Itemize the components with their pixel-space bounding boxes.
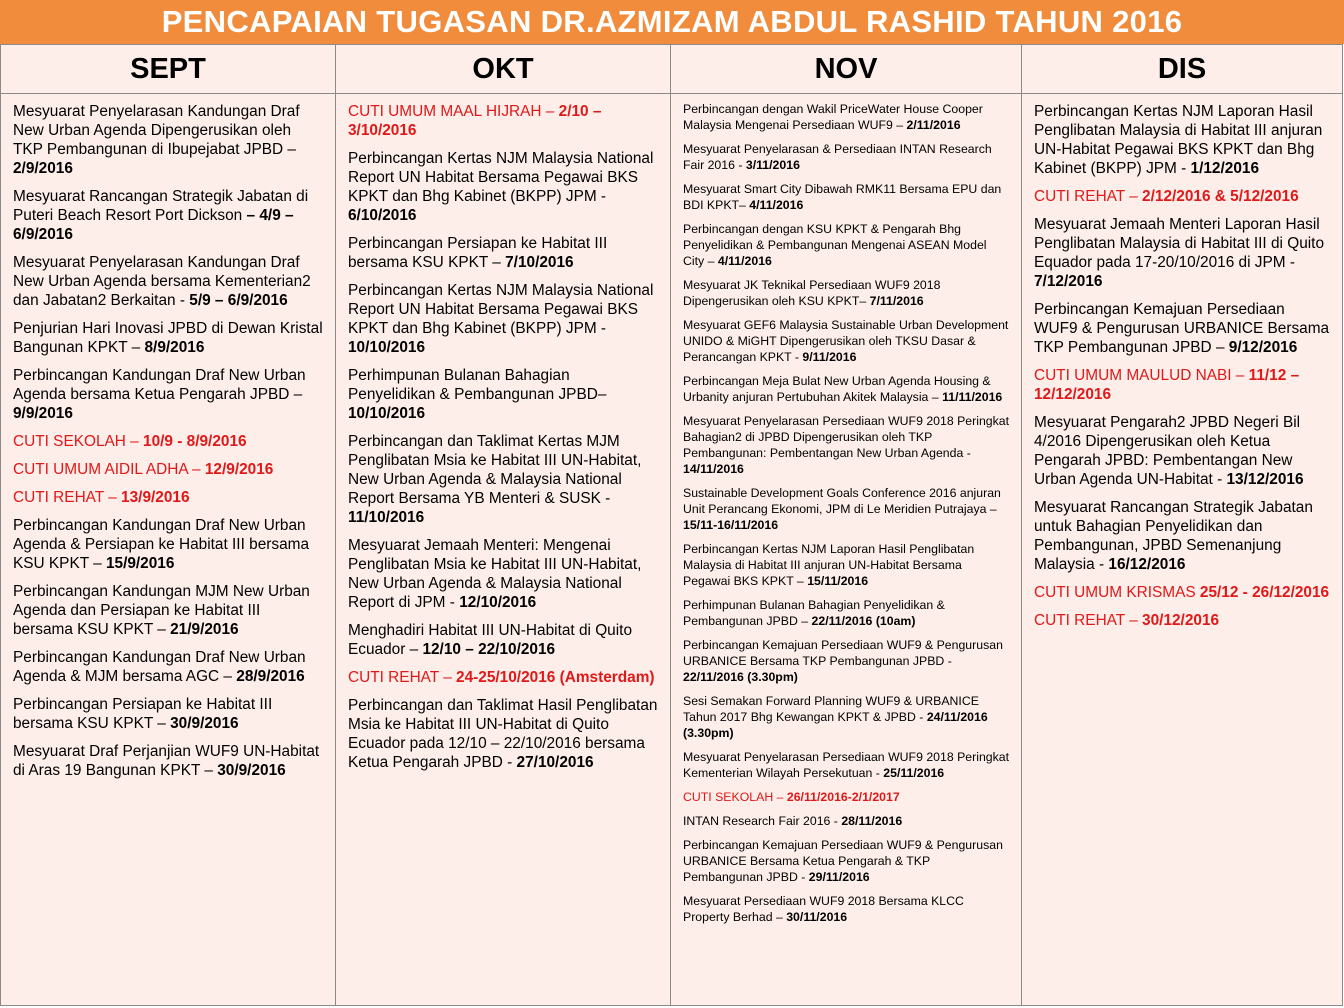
entry-date: 21/9/2016 [170,621,239,638]
entry-text: Perbincangan Kertas NJM Malaysia National Report UN Habitat Bersama Pegawai BKS KPKT dan Bhg Kabinet (BKPP) JPM - [348,150,654,205]
activity-entry [13,319,323,357]
entry-date: 26/11/2016-2/1/2017 [786,790,900,804]
activity-entry [1034,102,1330,178]
entry-text: Perbincangan Persiapan ke Habitat III bersama KSU KPKT – [348,235,608,271]
entry-date: 12/10/2016 [459,594,537,611]
entry-date: 9/9/2016 [13,405,73,422]
entry-text: Mesyuarat Jemaah Menteri Laporan Hasil Penglibatan Malaysia di Habitat III di Quito Equador pada 17-20/10/2016 di JPM - [1034,216,1325,271]
entry-date: 1/12/2016 [1190,160,1260,177]
entry-date: 2/11/2016 [906,118,961,132]
entry-text: Mesyuarat Penyelarasan Kandungan Draf New Urban Agenda bersama Kementerian2 dan Jabatan2 Berkaitan - [13,254,311,309]
entry-text: Perhimpunan Bulanan Bahagian Penyelidikan & Pembangunan JPBD – [683,598,945,628]
entry-text: Mesyuarat Smart City Dibawah RMK11 Bersama EPU dan BDI KPKT– [683,182,1002,212]
entry-date: 5/9 – 6/9/2016 [189,292,288,309]
header-row [1,45,1343,94]
entry-date: 15/11/2016 [807,574,869,588]
entry-date: 28/9/2016 [236,668,305,685]
activity-entry [1034,300,1330,357]
entry-text: Perbincangan Meja Bulat New Urban Agenda Housing & Urbanity anjuran Pertubuhan Akitek Malaysia – [683,374,991,404]
entry-date: 25/11/2016 [883,766,945,780]
activity-entry [683,141,1011,173]
entry-text: Penjurian Hari Inovasi JPBD di Dewan Kristal Bangunan KPKT – [13,320,323,356]
entry-text: Perbincangan Persiapan ke Habitat III bersama KSU KPKT – [13,696,273,732]
activity-entry [683,373,1011,405]
entry-date: 11/12 – 12/12/2016 [1034,367,1300,403]
entry-date: 12/9/2016 [204,461,274,478]
holiday-entry [13,432,323,451]
activity-entry [683,813,1011,829]
column-header-nov: NOV [671,45,1022,94]
entry-text: CUTI REHAT – [1034,612,1143,629]
activity-entry [683,693,1011,741]
holiday-entry [13,488,323,507]
entry-text: Mesyuarat Penyelarasan & Persediaan INTAN Research Fair 2016 - [683,142,992,172]
entry-date: 7/12/2016 [1034,273,1103,290]
entry-text: CUTI REHAT – [348,669,457,686]
activity-entry [348,621,658,659]
holiday-entry [1034,366,1330,404]
entry-text: Mesyuarat Penyelarasan Persediaan WUF9 2018 Peringkat Bahagian2 di JPBD Dipengerusikan oleh TKP Pembangunan: Pembentangan New Urban Agenda - [683,414,1010,460]
activity-entry [1034,215,1330,291]
entry-date: 30/9/2016 [217,762,286,779]
entry-date: 25/12 - 26/12/2016 [1199,584,1330,601]
entry-text: Sesi Semakan Forward Planning WUF9 & URBANICE Tahun 2017 Bhg Kewangan KPKT & JPBD - [683,694,979,724]
entry-text: Perbincangan dengan Wakil PriceWater House Cooper Malaysia Mengenai Persediaan WUF9 – [683,102,983,132]
entry-text: Mesyuarat Penyelarasan Persediaan WUF9 2018 Peringkat Kementerian Wilayah Persekutuan - [683,750,1010,780]
column-dis [1022,94,1343,1006]
activity-entry [348,432,658,527]
activity-entry [683,749,1011,781]
activity-entry [683,101,1011,133]
activity-entry [683,597,1011,629]
entry-text: Perbincangan Kandungan MJM New Urban Agenda dan Persiapan ke Habitat III bersama KSU KPKT – [13,583,310,638]
entry-text: Mesyuarat Persediaan WUF9 2018 Bersama KLCC Property Berhad – [683,894,964,924]
activity-entry [13,742,323,780]
column-sept [1,94,336,1006]
entry-text: INTAN Research Fair 2016 - [683,814,842,828]
entry-text: Perhimpunan Bulanan Bahagian Penyelidikan & Pembangunan JPBD– [348,367,607,403]
entry-text: Perbincangan Kandungan Draf New Urban Agenda & MJM bersama AGC – [13,649,306,685]
holiday-entry [348,102,658,140]
entry-date: 29/11/2016 [808,870,870,884]
entry-text: Mesyuarat Draf Perjanjian WUF9 UN-Habitat di Aras 19 Bangunan KPKT – [13,743,320,779]
entry-date: 9/12/2016 [1228,339,1298,356]
entry-date: 15/11-16/11/2016 [683,518,779,532]
activity-entry [13,516,323,573]
entry-date: 9/11/2016 [802,350,857,364]
entry-date: 16/12/2016 [1108,556,1186,573]
entry-date: 10/10/2016 [348,339,426,356]
entry-text: CUTI UMUM KRISMAS [1034,584,1200,601]
entry-text: Perbincangan dan Taklimat Kertas MJM Penglibatan Msia ke Habitat III UN-Habitat, New Urban Agenda & Malaysia National Report Bersama YB Menteri & SUSK - [348,433,642,507]
entry-text: Mesyuarat Jemaah Menteri: Mengenai Penglibatan Msia ke Habitat III UN-Habitat, New Urban Agenda & Malaysia National Report di JPM - [348,537,642,611]
entry-date: 4/11/2016 [749,198,804,212]
entry-date: 8/9/2016 [144,339,205,356]
column-header-okt: OKT [336,45,671,94]
holiday-entry [683,789,1011,805]
activity-entry [13,695,323,733]
activity-entry [348,536,658,612]
entry-text: CUTI UMUM MAAL HIJRAH – [348,103,559,120]
entry-date: 30/9/2016 [170,715,239,732]
entry-date: 30/11/2016 [786,910,848,924]
activity-entry [683,413,1011,477]
entry-date: 27/10/2016 [516,754,594,771]
entry-date: 11/11/2016 [942,390,1003,404]
entry-date: 2/12/2016 & 5/12/2016 [1142,188,1299,205]
activity-entry [13,253,323,310]
entry-text: Menghadiri Habitat III UN-Habitat di Quito Ecuador – [348,622,632,658]
activity-entry [13,582,323,639]
entry-date: 4/11/2016 [717,254,772,268]
schedule-table [0,44,1343,1006]
content-row [1,94,1343,1006]
entry-date: 28/11/2016 [841,814,903,828]
activity-entry [683,637,1011,685]
activity-entry [13,102,323,178]
column-okt [336,94,671,1006]
activity-entry [13,366,323,423]
holiday-entry [1034,611,1330,630]
activity-entry [348,149,658,225]
activity-entry [348,281,658,357]
activity-entry [683,221,1011,269]
entry-text: Perbincangan Kandungan Draf New Urban Agenda bersama Ketua Pengarah JPBD – [13,367,306,403]
activity-entry [1034,498,1330,574]
entry-text: CUTI SEKOLAH – [683,790,787,804]
activity-entry [13,187,323,244]
activity-entry [348,234,658,272]
entry-text: Perbincangan Kandungan Draf New Urban Agenda & Persiapan ke Habitat III bersama KSU KPKT – [13,517,310,572]
entry-text: Mesyuarat GEF6 Malaysia Sustainable Urban Development UNIDO & MiGHT Dipengerusikan oleh TKSU Dasar & Perancangan KPKT - [683,318,1009,364]
entry-date: 22/11/2016 (10am) [811,614,916,628]
column-header-dis: DIS [1022,45,1343,94]
page-title: PENCAPAIAN TUGASAN DR.AZMIZAM ABDUL RASHID TAHUN 2016 [0,0,1344,44]
holiday-entry [348,668,658,687]
activity-entry [683,837,1011,885]
entry-text: Mesyuarat Rancangan Strategik Jabatan di Puteri Beach Resort Port Dickson [13,188,309,224]
entry-date: 15/9/2016 [105,555,175,572]
holiday-entry [1034,583,1330,602]
entry-date: 24/11/2016 (3.30pm) [683,710,988,740]
activity-entry [683,893,1011,925]
entry-text: CUTI UMUM AIDIL ADHA – [13,461,205,478]
activity-entry [348,366,658,423]
activity-entry [683,277,1011,309]
activity-entry [683,181,1011,213]
entry-text: Perbincangan Kemajuan Persediaan WUF9 & Pengurusan URBANICE Bersama TKP Pembangunan JPBD - [683,638,1003,668]
entry-text: Perbincangan dan Taklimat Hasil Penglibatan Msia ke Habitat III UN-Habitat di Quito Ecuador pada 12/10 – 22/10/2016 bersama Ketua Pengarah JPBD - [348,697,658,771]
entry-date: 6/10/2016 [348,207,417,224]
activity-entry [348,696,658,772]
activity-entry [683,317,1011,365]
entry-date: 10/9 - 8/9/2016 [143,433,247,450]
entry-date: 14/11/2016 [683,462,744,476]
entry-text: CUTI UMUM MAULUD NABI – [1034,367,1249,384]
entry-date: 22/11/2016 (3.30pm) [683,670,798,684]
entry-text: Mesyuarat JK Teknikal Persediaan WUF9 2018 Dipengerusikan oleh KSU KPKT– [683,278,941,308]
column-nov [671,94,1022,1006]
entry-date: 13/12/2016 [1226,471,1304,488]
entry-text: CUTI REHAT – [13,489,122,506]
entry-text: Perbincangan Kemajuan Persediaan WUF9 & Pengurusan URBANICE Bersama Ketua Pengarah & TKP Pembangunan JPBD - [683,838,1003,884]
entry-text: Perbincangan Kemajuan Persediaan WUF9 & Pengurusan URBANICE Bersama TKP Pembangunan JPBD – [1034,301,1330,356]
entry-date: 3/11/2016 [745,158,800,172]
entry-date: 2/9/2016 [13,160,73,177]
activity-entry [683,485,1011,533]
entry-date: 7/10/2016 [505,254,574,271]
entry-text: Perbincangan Kertas NJM Laporan Hasil Penglibatan Malaysia di Habitat III anjuran UN-Habitat Pegawai BKS KPKT dan Bhg Kabinet (BKPP) JPM - [1034,103,1323,177]
entry-date: 2/10 – 3/10/2016 [348,103,602,139]
entry-text: Mesyuarat Pengarah2 JPBD Negeri Bil 4/2016 Dipengerusikan oleh Ketua Pengarah JPBD: Pembentangan New Urban Agenda UN-Habitat - [1034,414,1301,488]
activity-entry [683,541,1011,589]
entry-date: 10/10/2016 [348,405,426,422]
entry-text: CUTI REHAT – [1034,188,1143,205]
entry-text: Mesyuarat Rancangan Strategik Jabatan untuk Bahagian Penyelidikan dan Pembangunan, JPBD Semenanjung Malaysia - [1034,499,1313,573]
entry-text: Mesyuarat Penyelarasan Kandungan Draf New Urban Agenda Dipengerusikan oleh TKP Pembangunan di Ibupejabat JPBD – [13,103,300,158]
entry-text: CUTI SEKOLAH – [13,433,144,450]
entry-date: – 4/9 – 6/9/2016 [13,207,294,243]
column-header-sept: SEPT [1,45,336,94]
entry-text: Perbincangan Kertas NJM Malaysia National Report UN Habitat Bersama Pegawai BKS KPKT dan Bhg Kabinet (BKPP) JPM - [348,282,654,337]
entry-date: 24-25/10/2016 (Amsterdam) [456,669,655,686]
entry-text: Perbincangan Kertas NJM Laporan Hasil Penglibatan Malaysia di Habitat III anjuran UN-Habitat Bersama Pegawai BKS KPKT – [683,542,975,588]
holiday-entry [1034,187,1330,206]
activity-entry [1034,413,1330,489]
entry-date: 13/9/2016 [121,489,190,506]
entry-date: 30/12/2016 [1142,612,1220,629]
entry-text: Sustainable Development Goals Conference 2016 anjuran Unit Perancang Ekonomi, JPM di Le Meridien Putrajaya – [683,486,1001,516]
activity-entry [13,648,323,686]
entry-date: 7/11/2016 [869,294,924,308]
entry-date: 12/10 – 22/10/2016 [422,641,556,658]
holiday-entry [13,460,323,479]
entry-date: 11/10/2016 [348,509,425,526]
entry-text: Perbincangan dengan KSU KPKT & Pengarah Bhg Penyelidikan & Pembangunan Mengenai ASEAN Model City – [683,222,987,268]
